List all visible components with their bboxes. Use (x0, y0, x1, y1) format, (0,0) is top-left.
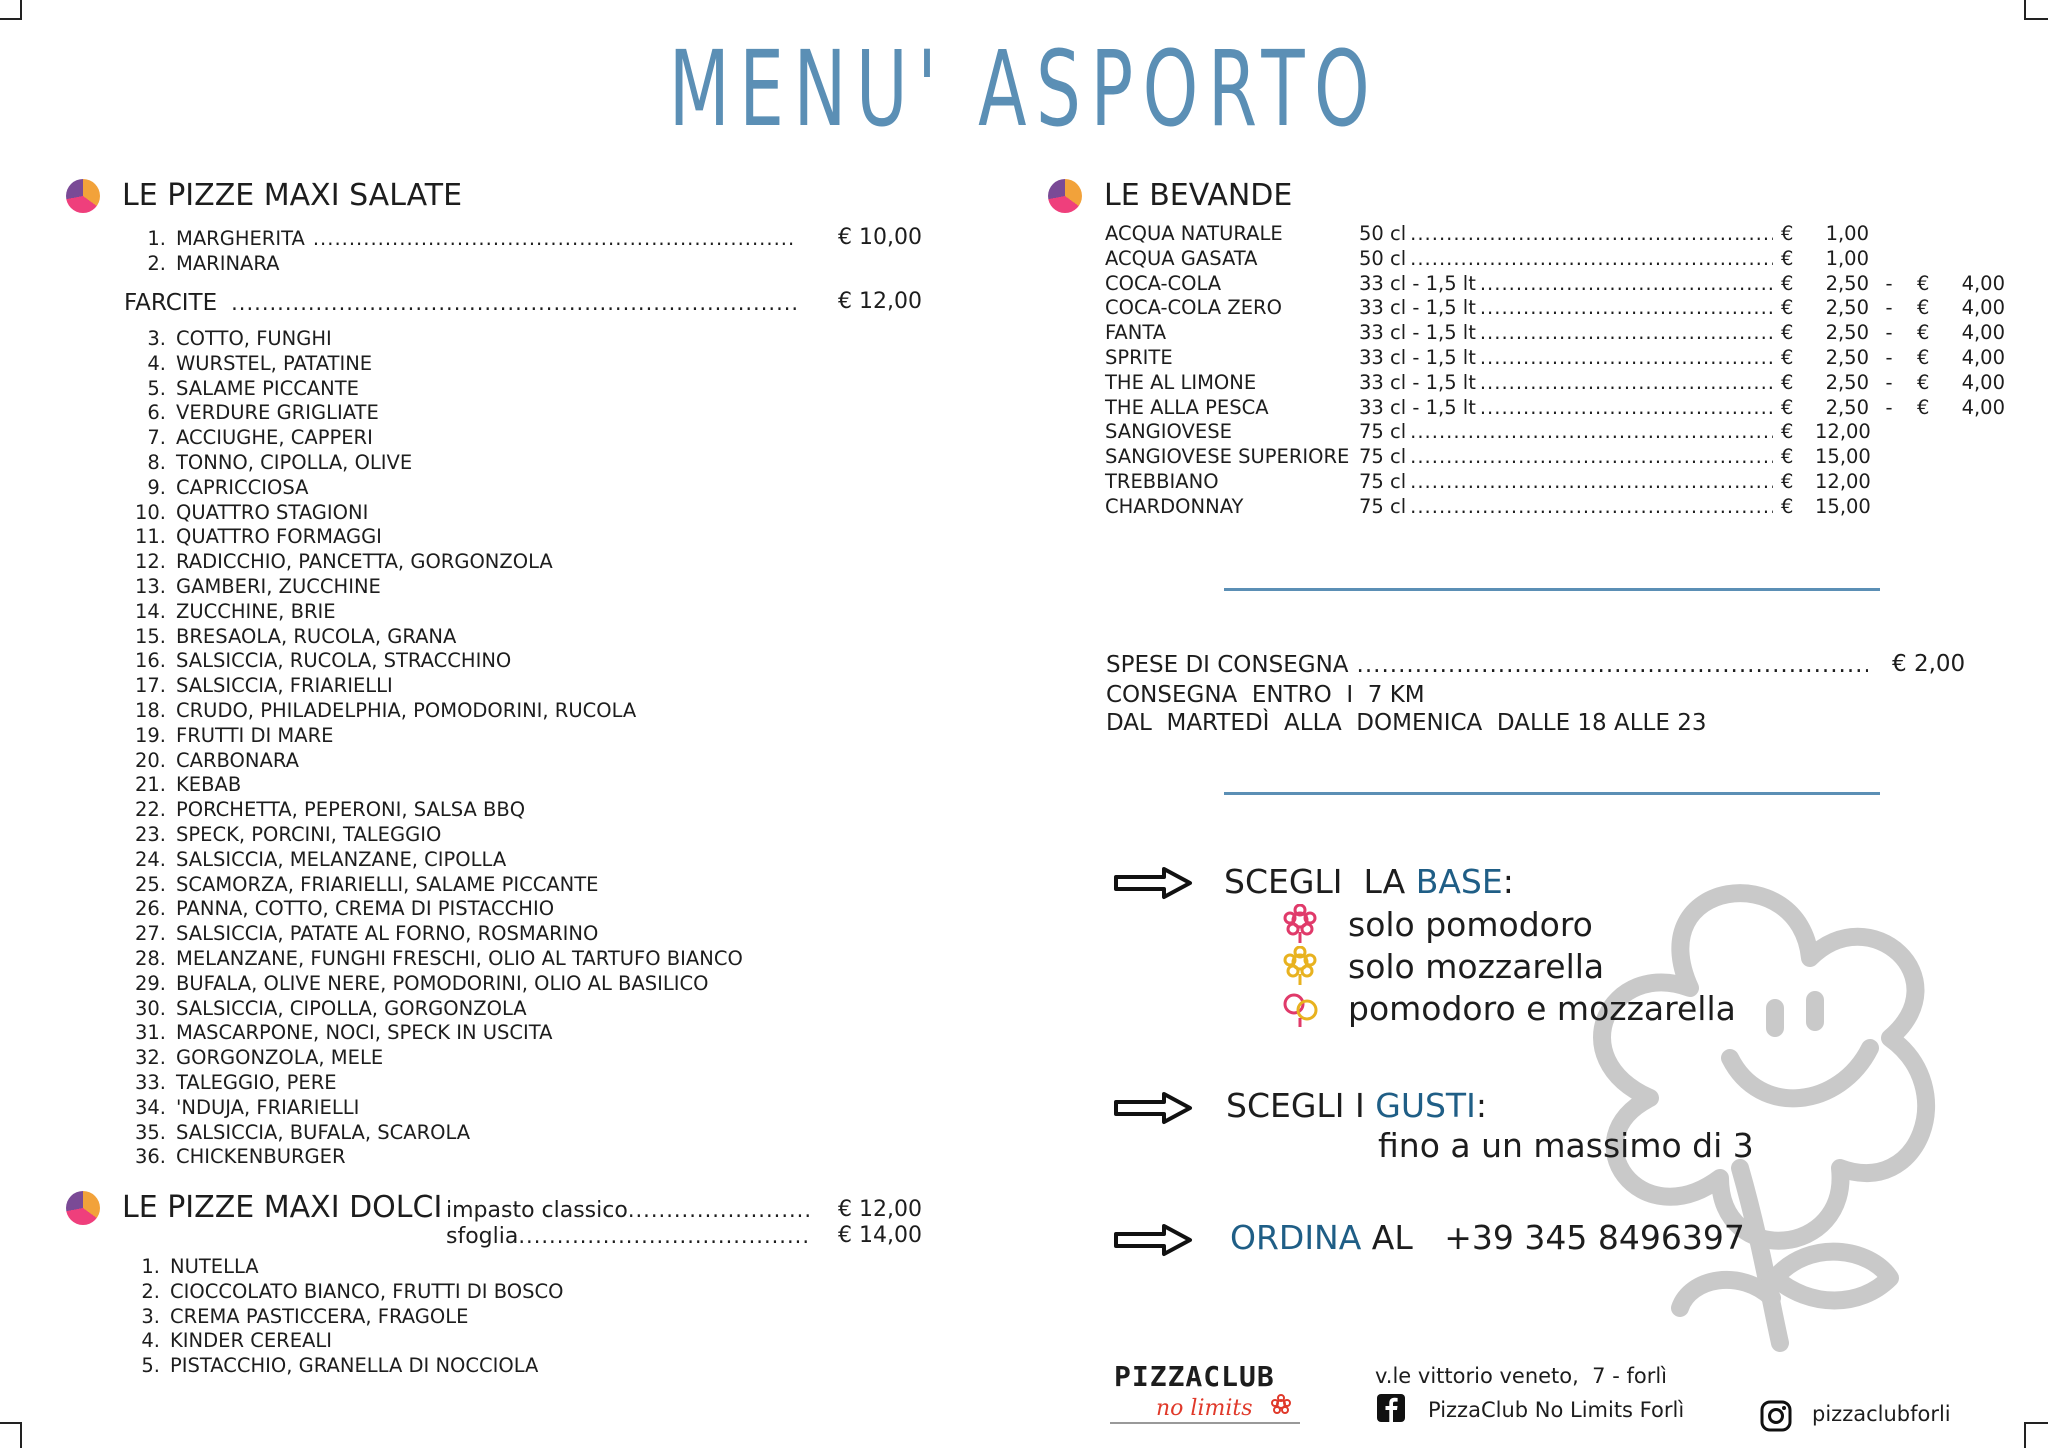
item-name: SALSICCIA, FRIARIELLI (176, 674, 393, 698)
item-number: 17. (134, 674, 166, 698)
currency: € (1781, 420, 1794, 444)
list-item (124, 724, 824, 749)
list-item (124, 972, 824, 997)
list-item (124, 600, 824, 625)
drink-row (1105, 445, 2005, 470)
crop-mark (0, 18, 22, 20)
crop-mark (2024, 18, 2048, 20)
drink-row (1105, 346, 2005, 371)
pizzaclub-logo: PIZZACLUB (1114, 1360, 1275, 1393)
item-name: ACCIUGHE, CAPPERI (176, 426, 373, 450)
item-name: TONNO, CIPOLLA, OLIVE (176, 450, 413, 474)
item-name: PISTACCHIO, GRANELLA DI NOCCIOLA (170, 1354, 539, 1378)
item-name: CREMA PASTICCERA, FRAGOLE (170, 1304, 469, 1328)
list-item (124, 873, 824, 898)
section-pie-icon (1048, 179, 1082, 213)
drink-name: FANTA (1105, 321, 1167, 345)
base-option: solo mozzarella (1280, 946, 1604, 986)
separator: - (1885, 395, 1893, 419)
item-name: SALSICCIA, RUCOLA, STRACCHINO (176, 649, 512, 673)
farcite-list (124, 327, 824, 1170)
list-item: 2. MARINARA (147, 251, 280, 275)
list-item (124, 649, 824, 674)
list-item (124, 352, 824, 377)
price (1951, 247, 2005, 272)
item-number: 21. (134, 773, 166, 797)
delivery-range: CONSEGNA ENTRO I 7 KM (1106, 682, 1425, 708)
list-item (124, 848, 824, 873)
list-item (124, 947, 824, 972)
section-title: LE BEVANDE (1104, 178, 1293, 213)
list-item (118, 1329, 818, 1354)
drink-row (1105, 222, 2005, 247)
item-number: 32. (134, 1046, 166, 1070)
price: 12,00 (1815, 420, 1871, 444)
currency: € (1781, 321, 1794, 345)
price: € 12,00 (838, 289, 922, 314)
divider (1224, 588, 1880, 591)
drink-row (1105, 321, 2005, 346)
drink-row (1105, 371, 2005, 396)
item-number: 1. (141, 1255, 160, 1278)
list-item (124, 1046, 824, 1071)
dot-leader (231, 291, 796, 315)
currency: € (1781, 345, 1794, 369)
list-item (124, 1145, 824, 1170)
currency (1909, 470, 1951, 495)
item-name: CRUDO, PHILADELPHIA, POMODORINI, RUCOLA (176, 698, 637, 722)
list-item (124, 575, 824, 600)
price (1951, 495, 2005, 520)
item-name: CAPRICCIOSA (176, 475, 309, 499)
item-name: VERDURE GRIGLIATE (176, 401, 379, 425)
currency: € (1781, 271, 1794, 295)
drink-size: 50 cl ..... (1359, 247, 1773, 272)
separator: - (1885, 370, 1893, 394)
drink-row (1105, 272, 2005, 297)
item-name: TALEGGIO, PERE (176, 1070, 337, 1094)
item-number: 3. (141, 1304, 160, 1328)
price: 2,50 (1825, 271, 1869, 295)
item-name: CHICKENBURGER (176, 1145, 346, 1169)
price: 2,50 (1825, 370, 1869, 394)
currency: € (1781, 469, 1794, 493)
drink-name: THE ALLA PESCA (1105, 395, 1269, 419)
price: 2,50 (1825, 345, 1869, 369)
price: 1,00 (1825, 222, 1869, 245)
flower-watermark-icon (1540, 838, 1960, 1358)
item-name: ZUCCHINE, BRIE (176, 599, 336, 623)
list-item (124, 550, 824, 575)
drink-row (1105, 396, 2005, 421)
crop-mark (2024, 0, 2026, 18)
separator: - (1885, 296, 1893, 320)
price: 2,50 (1825, 395, 1869, 419)
section-pie-icon (66, 1191, 100, 1225)
item-number: 7. (147, 426, 166, 450)
list-item (124, 699, 824, 724)
price: 12,00 (1815, 469, 1871, 493)
currency: € (1917, 345, 1930, 369)
currency: € (1781, 395, 1794, 419)
currency (1909, 445, 1951, 470)
item-number: 5. (141, 1354, 160, 1378)
item-number: 28. (134, 946, 166, 970)
dot-leader (1480, 296, 1773, 321)
item-number: 33. (134, 1070, 166, 1094)
item-number: 31. (134, 1021, 166, 1045)
address: v.le vittorio veneto, 7 - forlì (1375, 1364, 1667, 1388)
drink-size: 33 cl - 1,5 lt ..... (1359, 296, 1773, 321)
dot-leader (1410, 445, 1773, 470)
list-item (124, 501, 824, 526)
dolci-option: sfoglia ..... (446, 1224, 810, 1249)
item-number: 2. (141, 1279, 160, 1303)
item-number: 23. (134, 822, 166, 846)
drink-size: 50 cl ..... (1359, 222, 1773, 247)
currency: € (1781, 445, 1794, 469)
list-item (124, 773, 824, 798)
drink-size: 33 cl - 1,5 lt ..... (1359, 396, 1773, 421)
crop-mark (20, 1424, 22, 1448)
dot-leader (1480, 272, 1773, 297)
item-name: 'NDUJA, FRIARIELLI (176, 1095, 360, 1119)
drink-name: SANGIOVESE SUPERIORE (1105, 445, 1350, 469)
drink-row (1105, 296, 2005, 321)
drink-name: THE AL LIMONE (1105, 370, 1257, 394)
price: € 2,00 (1892, 651, 1966, 677)
section-pie-icon (66, 179, 100, 213)
item-number: 11. (134, 525, 166, 549)
dot-leader (1480, 396, 1773, 421)
section-title: LE PIZZE MAXI DOLCI (122, 1190, 443, 1225)
dot-leader (1410, 247, 1773, 272)
page-title: MENU' ASPORTO (668, 28, 1380, 150)
list-item (118, 1354, 818, 1379)
dot-leader (1410, 222, 1773, 247)
separator (1869, 222, 1909, 247)
drink-row (1105, 470, 2005, 495)
price (1951, 470, 2005, 495)
item-number: 26. (134, 897, 166, 921)
item-number: 15. (134, 624, 166, 648)
flavors-note: fino a un massimo di 3 (1378, 1126, 1754, 1165)
separator: - (1885, 271, 1893, 295)
dot-leader (1410, 420, 1773, 445)
item-name: WURSTEL, PATATINE (176, 351, 373, 375)
currency: € (1781, 370, 1794, 394)
item-name: CIOCCOLATO BIANCO, FRUTTI DI BOSCO (170, 1279, 564, 1303)
drink-size: 33 cl - 1,5 lt ..... (1359, 272, 1773, 297)
item-number: 35. (134, 1120, 166, 1144)
price: 2,50 (1825, 296, 1869, 320)
item-name: SALSICCIA, PATATE AL FORNO, ROSMARINO (176, 922, 599, 946)
dot-leader (1357, 652, 1868, 678)
list-item (124, 525, 824, 550)
crop-mark (2024, 1424, 2026, 1448)
order-phone[interactable]: ORDINA AL +39 345 8496397 (1230, 1218, 1745, 1257)
item-name: BUFALA, OLIVE NERE, POMODORINI, OLIO AL BASILICO (176, 971, 709, 995)
item-number: 27. (134, 922, 166, 946)
separator (1869, 445, 1909, 470)
separator (1869, 495, 1909, 520)
item-number: 25. (134, 872, 166, 896)
currency: € (1781, 494, 1794, 518)
separator (1869, 247, 1909, 272)
red-flower-icon (1280, 904, 1320, 944)
item-number: 16. (134, 649, 166, 673)
delivery-cost: SPESE DI CONSEGNA ..... (1106, 652, 1868, 678)
drink-name: TREBBIANO (1105, 469, 1219, 493)
price: 15,00 (1815, 494, 1871, 518)
item-name: GORGONZOLA, MELE (176, 1046, 384, 1070)
arrow-right-icon (1112, 865, 1194, 901)
price (1951, 445, 2005, 470)
red-yellow-flower-icon (1280, 988, 1320, 1028)
item-number: 24. (134, 847, 166, 871)
list-item (124, 451, 824, 476)
price: 4,00 (1961, 345, 2005, 369)
item-number: 12. (134, 550, 166, 574)
divider (1224, 792, 1880, 795)
drink-size: 33 cl - 1,5 lt ..... (1359, 371, 1773, 396)
delivery-hours: DAL MARTEDÌ ALLA DOMENICA DALLE 18 ALLE 23 (1106, 710, 1707, 736)
dot-leader (1480, 321, 1773, 346)
list-item: 1. MARGHERITA ..... (124, 227, 804, 252)
yellow-flower-icon (1280, 946, 1320, 986)
base-pizza-list (124, 227, 804, 277)
item-name: QUATTRO FORMAGGI (176, 525, 382, 549)
price: 4,00 (1961, 296, 2005, 320)
farcite-header (124, 290, 804, 316)
list-item (118, 1280, 818, 1305)
item-name: COTTO, FUNGHI (176, 327, 332, 350)
price: 4,00 (1961, 271, 2005, 295)
farcite-label: FARCITE (124, 290, 218, 316)
item-name: SALSICCIA, CIPOLLA, GORGONZOLA (176, 996, 527, 1020)
drink-size: 33 cl - 1,5 lt ..... (1359, 346, 1773, 371)
drink-name: CHARDONNAY (1105, 494, 1244, 518)
list-item (124, 922, 824, 947)
item-number: 34. (134, 1095, 166, 1119)
item-number: 6. (147, 401, 166, 425)
currency: € (1917, 370, 1930, 394)
item-number: 10. (134, 500, 166, 524)
item-number: 22. (134, 798, 166, 822)
item-number: 13. (134, 574, 166, 598)
list-item (118, 1255, 818, 1280)
list-item (124, 1096, 824, 1121)
item-number: 4. (147, 351, 166, 375)
dot-leader (1480, 371, 1773, 396)
item-name: KINDER CEREALI (170, 1329, 332, 1353)
price: € 14,00 (838, 1223, 922, 1248)
list-item (124, 897, 824, 922)
drink-size: 75 cl ..... (1359, 420, 1773, 445)
separator: - (1885, 321, 1893, 345)
section-bevande (1048, 178, 1292, 213)
item-name: SALSICCIA, MELANZANE, CIPOLLA (176, 847, 507, 871)
item-name: PANNA, COTTO, CREMA DI PISTACCHIO (176, 897, 555, 921)
price: 4,00 (1961, 370, 2005, 394)
currency: € (1917, 271, 1930, 295)
arrow-right-icon (1112, 1222, 1194, 1258)
separator: - (1885, 345, 1893, 369)
drink-name: COCA-COLA (1105, 271, 1222, 295)
facebook-handle[interactable]: PizzaClub No Limits Forlì (1428, 1398, 1685, 1422)
item-number: 8. (147, 450, 166, 474)
drink-size: 75 cl ..... (1359, 470, 1773, 495)
currency (1909, 222, 1951, 247)
price (1951, 420, 2005, 445)
currency: € (1781, 246, 1794, 270)
price: € 10,00 (838, 225, 922, 250)
step-choose-flavors: SCEGLI I GUSTI: (1226, 1086, 1487, 1125)
item-name: SCAMORZA, FRIARIELLI, SALAME PICCANTE (176, 872, 599, 896)
currency (1909, 495, 1951, 520)
item-name: BRESAOLA, RUCOLA, GRANA (176, 624, 457, 648)
crop-mark (2024, 1422, 2048, 1424)
dolci-list (118, 1255, 818, 1379)
dot-leader (518, 1224, 810, 1248)
item-name: GAMBERI, ZUCCHINE (176, 574, 381, 598)
item-number: 20. (134, 748, 166, 772)
price: 4,00 (1961, 321, 2005, 345)
list-item (124, 1021, 824, 1046)
drink-name: SANGIOVESE (1105, 420, 1232, 444)
list-item (124, 823, 824, 848)
item-name: MARGHERITA (176, 227, 305, 250)
price: 1,00 (1825, 246, 1869, 270)
item-name: SALAME PICCANTE (176, 376, 359, 400)
price: 4,00 (1961, 395, 2005, 419)
item-name: MELANZANE, FUNGHI FRESCHI, OLIO AL TARTUFO BIANCO (176, 946, 743, 970)
section-pizze-salate (66, 178, 462, 213)
list-item (124, 476, 824, 501)
instagram-handle[interactable]: pizzaclubforli (1812, 1402, 1951, 1426)
facebook-icon[interactable] (1376, 1393, 1406, 1423)
list-item (124, 674, 824, 699)
drink-size: 33 cl - 1,5 lt ..... (1359, 321, 1773, 346)
step-choose-base: SCEGLI LA BASE: (1224, 862, 1514, 901)
small-flower-icon (1268, 1394, 1294, 1420)
item-number: 5. (147, 376, 166, 400)
currency (1909, 420, 1951, 445)
separator (1869, 420, 1909, 445)
crop-mark (20, 0, 22, 18)
drink-row (1105, 420, 2005, 445)
item-name: SPECK, PORCINI, TALEGGIO (176, 822, 442, 846)
list-item (118, 1305, 818, 1330)
drink-row (1105, 247, 2005, 272)
item-number: 30. (134, 996, 166, 1020)
item-number: 14. (134, 599, 166, 623)
base-option: pomodoro e mozzarella (1280, 988, 1736, 1028)
drink-name: ACQUA GASATA (1105, 246, 1258, 270)
drink-name: COCA-COLA ZERO (1105, 296, 1282, 320)
list-item (124, 798, 824, 823)
item-number: 4. (141, 1329, 160, 1353)
currency: € (1917, 296, 1930, 320)
item-name: PORCHETTA, PEPERONI, SALSA BBQ (176, 798, 526, 822)
dot-leader (313, 227, 796, 252)
arrow-right-icon (1112, 1090, 1194, 1126)
price: € 12,00 (838, 1197, 922, 1222)
item-number: 29. (134, 971, 166, 995)
currency (1909, 247, 1951, 272)
item-number: 9. (147, 475, 166, 499)
item-number: 19. (134, 723, 166, 747)
item-name: NUTELLA (170, 1255, 259, 1278)
list-item (124, 401, 824, 426)
dot-leader (628, 1198, 810, 1222)
price: 2,50 (1825, 321, 1869, 345)
drinks-list (1105, 222, 2005, 520)
dot-leader (1480, 346, 1773, 371)
dolci-option: impasto classico ..... (446, 1198, 810, 1223)
base-option: solo pomodoro (1280, 904, 1593, 944)
item-name: RADICCHIO, PANCETTA, GORGONZOLA (176, 550, 553, 574)
dot-leader (1410, 470, 1773, 495)
list-item (124, 749, 824, 774)
list-item (124, 1121, 824, 1146)
instagram-icon[interactable] (1760, 1400, 1792, 1432)
drink-row (1105, 495, 2005, 520)
item-number: 36. (134, 1145, 166, 1169)
section-pizze-dolci (66, 1190, 442, 1225)
section-title: LE PIZZE MAXI SALATE (122, 178, 463, 213)
logo-tagline: no limits (1156, 1396, 1253, 1421)
item-number: 3. (147, 327, 166, 350)
item-name: SALSICCIA, BUFALA, SCAROLA (176, 1120, 471, 1144)
list-item (124, 377, 824, 402)
crop-mark (0, 1422, 22, 1424)
dot-leader (1410, 495, 1773, 520)
item-name: MASCARPONE, NOCI, SPECK IN USCITA (176, 1021, 553, 1045)
item-name: FRUTTI DI MARE (176, 723, 334, 747)
separator (1869, 470, 1909, 495)
item-name: KEBAB (176, 773, 242, 797)
drink-size: 75 cl ..... (1359, 495, 1773, 520)
drink-size: 75 cl ..... (1359, 445, 1773, 470)
list-item (124, 327, 824, 352)
list-item (124, 426, 824, 451)
list-item (124, 1071, 824, 1096)
currency: € (1917, 395, 1930, 419)
currency: € (1781, 296, 1794, 320)
price (1951, 222, 2005, 247)
price: 15,00 (1815, 445, 1871, 469)
item-number: 18. (134, 698, 166, 722)
currency: € (1917, 321, 1930, 345)
drink-name: ACQUA NATURALE (1105, 222, 1283, 245)
drink-name: SPRITE (1105, 345, 1173, 369)
currency: € (1781, 222, 1794, 245)
list-item (124, 997, 824, 1022)
item-name: CARBONARA (176, 748, 299, 772)
item-name: QUATTRO STAGIONI (176, 500, 369, 524)
divider (1110, 1422, 1300, 1424)
item-name: MARINARA (176, 251, 280, 275)
list-item (124, 625, 824, 650)
